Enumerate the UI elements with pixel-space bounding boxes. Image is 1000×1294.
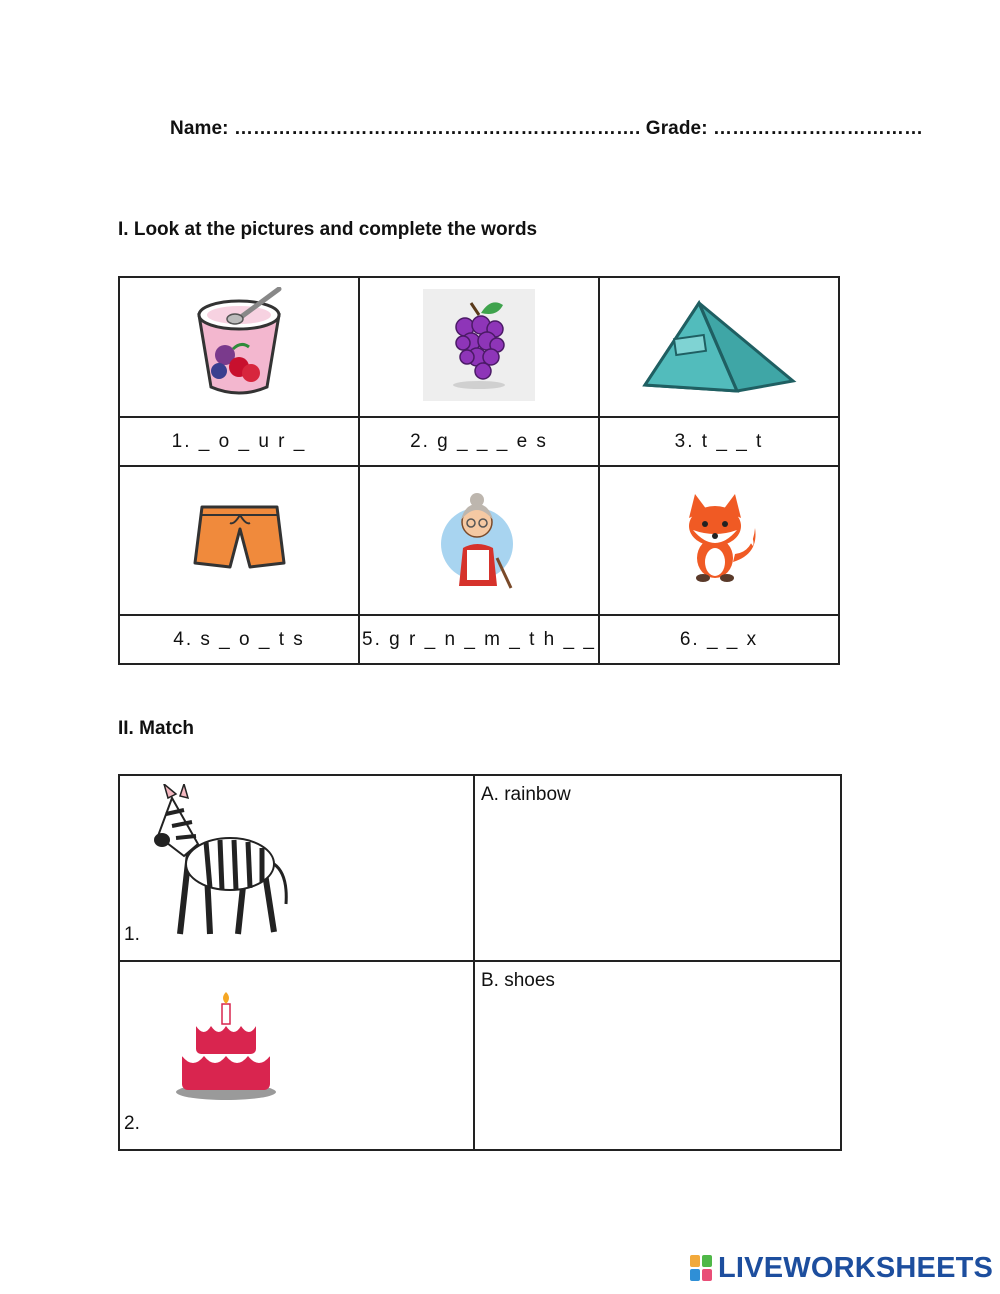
grandmother-icon	[439, 486, 519, 591]
match-picture-cell	[119, 961, 474, 1150]
word-label: 5. g r _ n _ m _ t h _ _	[359, 615, 599, 664]
birthday-cake-icon	[174, 990, 278, 1102]
section-1-title: I. Look at the pictures and complete the words	[118, 219, 538, 240]
zebra-icon	[150, 784, 290, 936]
word-label: 4. s _ o _ t s	[119, 615, 359, 664]
word-label: 2. g _ _ _ e s	[359, 417, 599, 466]
picture-cell	[359, 277, 599, 417]
match-option-cell	[474, 961, 841, 1150]
match-option: A. rainbow	[481, 784, 571, 805]
picture-cell	[599, 466, 839, 615]
picture-cell	[359, 466, 599, 615]
word-label: 3. t _ _ t	[599, 417, 839, 466]
match-picture-cell	[119, 775, 474, 961]
yogurt-cup-icon	[189, 287, 289, 402]
logo-text: LIVEWORKSHEETS	[718, 1251, 994, 1284]
picture-cell	[119, 277, 359, 417]
picture-cell	[119, 466, 359, 615]
section-2-title: II. Match	[118, 718, 195, 739]
fox-icon	[679, 492, 759, 584]
picture-cell	[599, 277, 839, 417]
complete-words-table	[118, 276, 840, 665]
word-label: 1. _ o _ u r _	[119, 417, 359, 466]
grapes-icon	[423, 289, 535, 401]
match-option: B. shoes	[481, 970, 555, 991]
match-number: 2.	[124, 1113, 140, 1134]
match-option-cell	[474, 775, 841, 961]
match-number: 1.	[124, 924, 140, 945]
match-table	[118, 774, 842, 1151]
tent-icon	[637, 295, 802, 395]
name-grade-line: Name: ………………………………………………………. Grade: ……………………………	[170, 118, 924, 139]
liveworksheets-logo-icon	[690, 1255, 712, 1281]
liveworksheets-logo	[690, 1252, 993, 1284]
shorts-icon	[192, 503, 287, 573]
word-label: 6. _ _ x	[599, 615, 839, 664]
